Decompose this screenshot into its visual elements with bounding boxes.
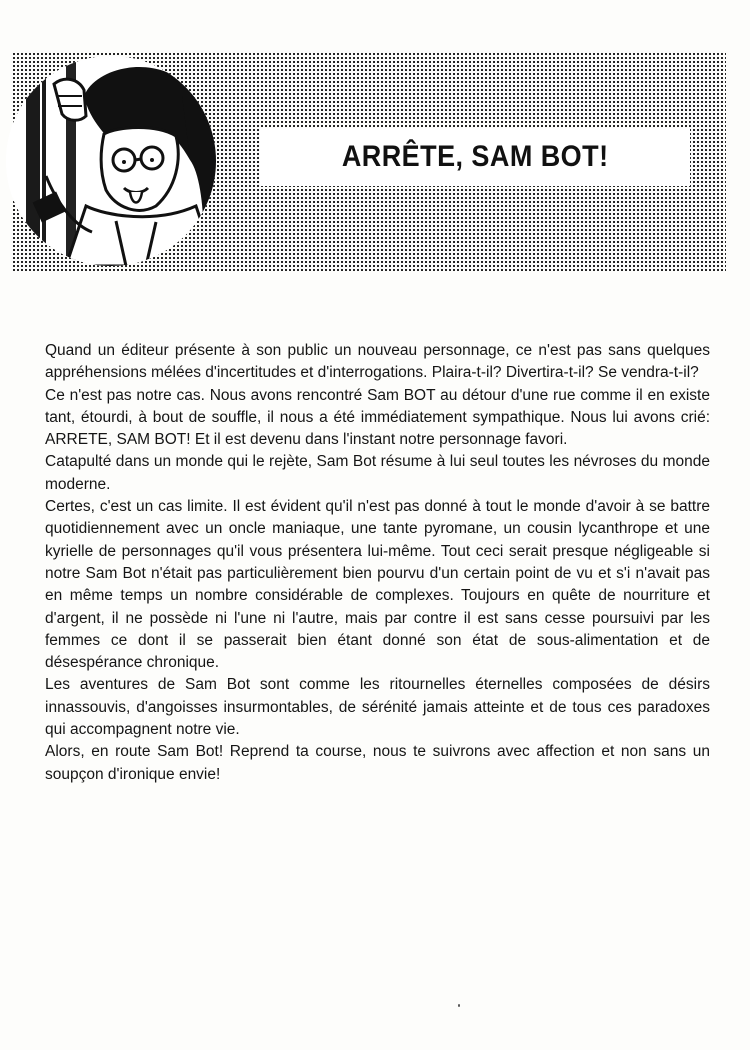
paragraph-5: Les aventures de Sam Bot sont comme les ritournelles éternelles composées de désirs innassouvis, d'angoisses insurmontables, de sérénité jamais atteinte et de tous ces paradoxes qui accompagnent notre vie. [45, 676, 710, 739]
paragraph-1: Quand un éditeur présente à son public un nouveau personnage, ce n'est pas sans quelques appréhensions mélées d'incertitudes et d'interrogations. Plaira-t-il? Divertira-t-il? Se vendra-t-il? [45, 342, 710, 382]
article-body [45, 340, 710, 786]
title-banner [260, 128, 690, 186]
paragraph-2: Ce n'est pas notre cas. Nous avons rencontré Sam BOT au détour d'une rue comme il en existe tant, étourdi, à bout de souffle, il nous a été immédiatement sympathique. Nous lui avons crié: ARRETE, SAM BOT! Et il est devenu dans l'instant notre personnage favori. [45, 386, 710, 449]
character-portrait-illustration [6, 56, 216, 266]
print-speck [458, 1004, 460, 1007]
paragraph-3: Catapulté dans un monde qui le rejète, Sam Bot résume à lui seul toutes les névroses du monde moderne. [45, 453, 710, 493]
paragraph-6: Alors, en route Sam Bot! Reprend ta course, nous te suivrons avec affection et non sans un soupçon d'ironique envie! [45, 743, 710, 783]
page-title: ARRÊTE, SAM BOT! [341, 140, 609, 173]
character-portrait-icon [6, 56, 216, 266]
paragraph-4: Certes, c'est un cas limite. Il est évident qu'il n'est pas donné à tout le monde d'avoir à se battre quotidiennement avec un oncle maniaque, une tante pyromane, un cousin lycanthrope et une kyrielle de personnages qu'il vous présentera lui-même. Tout ceci serait presque négligeable si notre Sam Bot n'était pas particulièrement bien pourvu d'un certain point de vu et s'i n'avait pas en même temps un nombre considérable de complexes. Toujours en quête de nourriture et d'argent, il ne possède ni l'une ni l'autre, mais par contre il est sans cesse poursuivi par les femmes ce dont il se passerait bien étant donné son état de sous-alimentation et de désespérance chronique. [45, 498, 710, 672]
